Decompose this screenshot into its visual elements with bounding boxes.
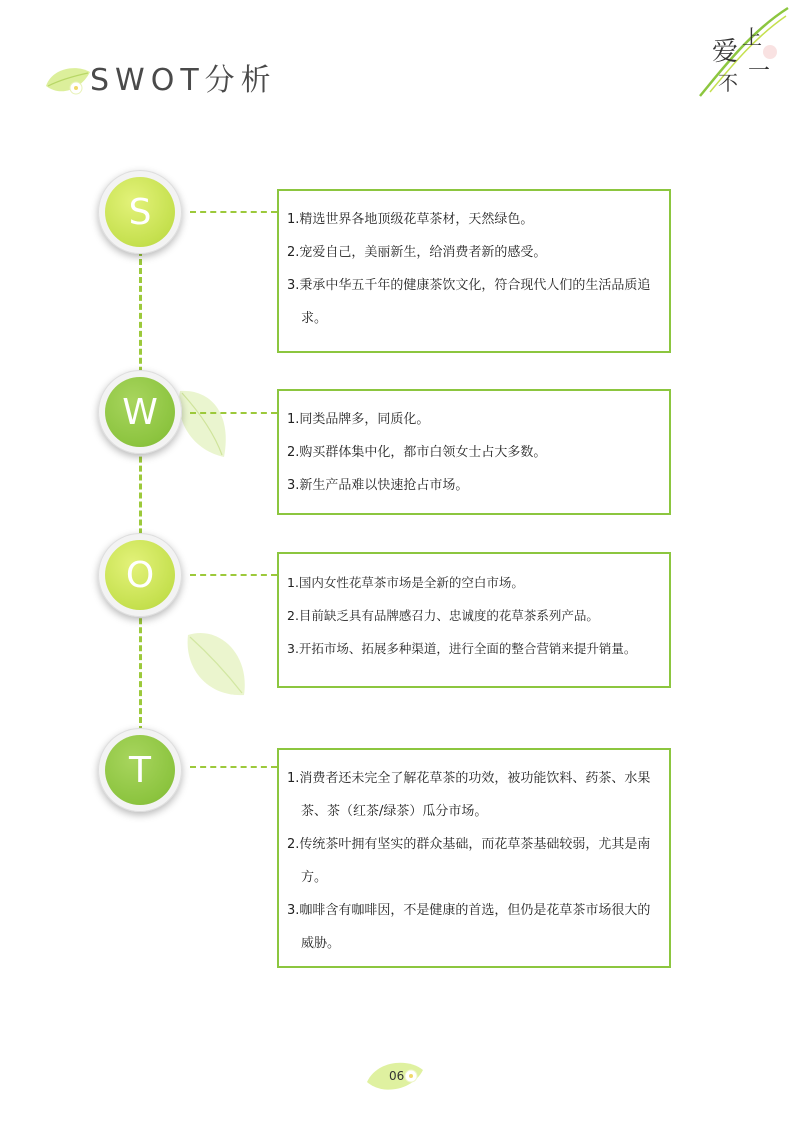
connector-line [190,766,277,768]
threat-item: 1.消费者还未完全了解花草茶的功效，被功能饮料、药茶、水果茶、茶（红茶/绿茶）瓜分市场。 [287,771,651,819]
swot-circle-w [98,370,182,454]
swot-letter-w: W [105,377,175,447]
strength-item: 2.宠爱自己，美丽新生，给消费者新的感受。 [287,245,547,260]
strength-item: 1.精选世界各地顶级花草茶材，天然绿色。 [287,212,534,227]
page-title: SWOT分析 [90,63,277,98]
svg-text:不: 不 [718,71,738,95]
connector-line [190,211,277,213]
svg-text:一: 一 [748,59,771,84]
swot-letter-s: S [105,177,175,247]
page-number-badge [365,1056,429,1098]
opportunity-item: 1.国内女性花草茶市场是全新的空白市场。 [287,575,524,590]
weakness-item: 1.同类品牌多，同质化。 [287,412,430,427]
weaknesses-box [277,389,671,515]
swot-circle-o [98,533,182,617]
swot-circle-s [98,170,182,254]
swot-letter-o: O [105,540,175,610]
timeline-connector [139,250,142,750]
strength-item: 3.秉承中华五千年的健康茶饮文化，符合现代人们的生活品质追求。 [287,278,651,326]
threat-item: 2.传统茶叶拥有坚实的群众基础，而花草茶基础较弱，尤其是南方。 [287,837,651,885]
brand-logo [690,2,790,102]
leaf-decoration-icon [172,385,234,463]
leaf-decoration-icon [180,625,252,700]
swot-circle-t [98,728,182,812]
threat-item: 3.咖啡含有咖啡因，不是健康的首选，但仍是花草茶市场很大的威胁。 [287,903,651,951]
opportunity-item: 3.开拓市场、拓展多种渠道，进行全面的整合营销来提升销量。 [287,641,637,656]
weakness-item: 3.新生产品难以快速抢占市场。 [287,478,469,493]
connector-line [190,412,277,414]
strengths-box [277,189,671,353]
connector-line [190,574,277,576]
opportunity-item: 2.目前缺乏具有品牌感召力、忠诚度的花草茶系列产品。 [287,608,599,623]
threats-box [277,748,671,968]
swot-letter-t: T [105,735,175,805]
weakness-item: 2.购买群体集中化，都市白领女士占大多数。 [287,445,547,460]
opportunities-box [277,552,671,688]
svg-text:爱: 爱 [712,37,739,67]
svg-text:上: 上 [742,25,762,49]
leaf-icon [42,62,94,102]
page-number: 06 [389,1069,405,1083]
